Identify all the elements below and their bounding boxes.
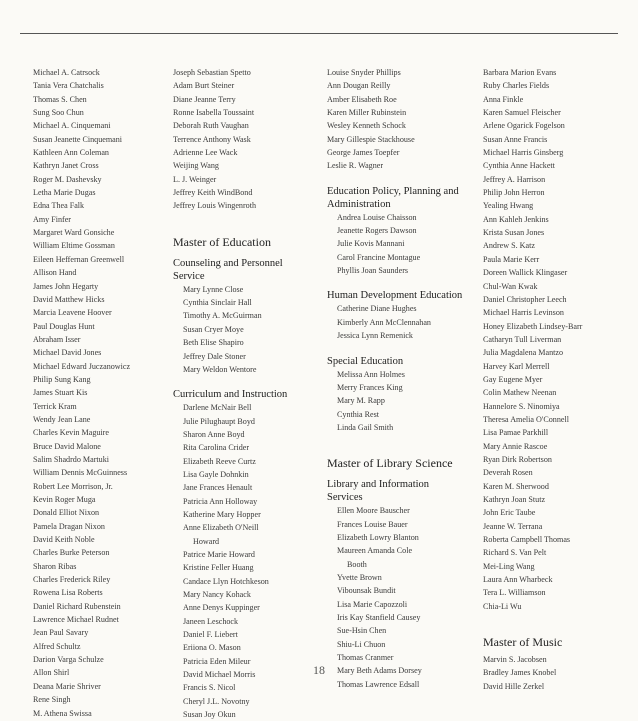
curriculum-heading: Curriculum and Instruction (173, 389, 288, 401)
list-item: Candace Llyn Hotchkeson (183, 576, 269, 586)
list-item: Leslie R. Wagner (327, 161, 384, 171)
list-item: Mary Lynne Close (183, 284, 244, 294)
list-item: Mary Nancy Kohack (183, 590, 251, 599)
list-item: Donald Elliot Nixon (33, 508, 100, 518)
list-item: Merry Frances King (337, 382, 403, 392)
list-item: Anne Elizabeth O'Neill (183, 523, 259, 533)
list-item: Catharyn Tull Liverman (483, 334, 562, 344)
list-item: Rita Carolina Crider (183, 443, 250, 453)
list-item: Pamela Dragan Nixon (33, 521, 105, 531)
list-item: Kathryn Joan Stutz (483, 495, 546, 504)
list-item: Deborah Ruth Vaughan (173, 121, 249, 131)
policy-list (327, 211, 467, 278)
list-item: David Matthew Hicks (33, 294, 105, 304)
list-item: Sharon Anne Boyd (183, 429, 245, 439)
column-4 (483, 66, 623, 693)
list-item: Terrence Anthony Wask (173, 134, 251, 144)
list-item: Roberta Campbell Thomas (483, 535, 571, 545)
list-item: Adam Burt Steiner (173, 81, 235, 91)
list-item: Alfred Schultz (33, 641, 81, 651)
list-item: Mary Beth Adams Dorsey (337, 666, 422, 676)
list-item: Howard (193, 536, 220, 546)
list-item: Yealing Hwang (483, 201, 534, 211)
list-item: Bruce David Malone (33, 441, 101, 451)
list-item: Laura Ann Wharbeck (483, 575, 553, 585)
list-item: John Eric Taube (483, 508, 536, 518)
list-item: Susan Joy Okun (183, 710, 236, 720)
list-item: James John Hegarty (33, 281, 99, 291)
list-item: Deverah Rosen (483, 468, 533, 478)
list-item: Cheryl J.L. Novotny (183, 696, 250, 706)
list-item: Michael A. Cinquemani (33, 121, 111, 131)
list-item: Jessica Lynn Remenick (337, 331, 413, 341)
list-item: Thomas Cranmer (337, 653, 394, 662)
list-item: Marcia Leavene Hoover (33, 308, 112, 318)
column-3 (327, 66, 467, 691)
list-item: Lawrence Michael Rudnet (33, 615, 119, 625)
list-item: Julia Magdalena Mantzo (483, 348, 564, 358)
master-of-music-heading: Master of Music (483, 635, 563, 650)
list-item: Rene Singh (33, 695, 71, 705)
list-item: Kevin Roger Muga (33, 495, 96, 504)
list-item: Jeffrey Louis Wingenroth (173, 201, 256, 211)
list-item: Michael A. Catrsock (33, 68, 100, 77)
list-item: Julie Pilughaupt Boyd (183, 416, 255, 426)
list-item: Amber Elisabeth Roe (327, 94, 397, 104)
list-item: Elizabeth Reeve Curtz (183, 456, 256, 466)
list-item: James Stuart Kis (33, 388, 88, 398)
list-item: Ellen Moore Bauscher (337, 506, 410, 516)
list-item: Cynthia Rest (337, 409, 380, 419)
list-item: Chul-Wan Kwak (483, 281, 538, 291)
list-item: Michael Harris Levinson (483, 308, 564, 318)
list-item: Maureen Amanda Cole (337, 546, 413, 556)
list-item: Kathleen Ann Coleman (33, 148, 109, 158)
list-item: William Dennis McGuinness (33, 468, 128, 478)
list-item: Cynthia Anne Hackett (483, 161, 555, 171)
list-item: Jeffrey Keith WindBond (173, 188, 253, 198)
list-item: Joseph Sebastian Spetto (173, 68, 251, 77)
list-item: Michael David Jones (33, 348, 102, 358)
list-item: M. Athena Swissa (33, 708, 92, 718)
list-item: Jeanne W. Terrana (483, 521, 543, 531)
list-item: Doreen Wallick Klingaser (483, 268, 568, 278)
list-item: Yvette Brown (337, 572, 382, 582)
list-item: Sung Soo Chun (33, 108, 84, 118)
list-item: Allon Shirl (33, 668, 70, 678)
list-item: David Keith Noble (33, 535, 95, 545)
list-item: Julie Kovis Mannani (337, 239, 405, 249)
list-item: Edna Thea Falk (33, 201, 85, 211)
list-item: Jean Paul Savary (33, 628, 89, 638)
list-item: Paul Douglas Hunt (33, 321, 95, 331)
list-item: Lisa Marie Capozzoli (337, 599, 408, 609)
list-item: Deana Marie Shriver (33, 681, 101, 691)
list-item: Kathryn Janet Cross (33, 161, 99, 171)
list-item: Jeffrey A. Harrison (483, 174, 546, 184)
list-item: Rowena Lisa Roberts (33, 588, 103, 598)
master-of-education-heading: Master of Education (173, 234, 271, 249)
list-item: Cynthia Sinclair Hall (183, 298, 252, 308)
name-list (327, 66, 467, 173)
list-item: Iris Kay Stanfield Causey (337, 612, 421, 622)
name-list (483, 66, 623, 613)
list-item: Charles Frederick Riley (33, 575, 111, 585)
list-item: Amy Finfer (33, 214, 71, 224)
list-item: Michael Edward Juczanowicz (33, 361, 131, 371)
list-item: Daniel Christopher Leech (483, 294, 567, 304)
list-item: Tera L. Williamson (483, 588, 546, 598)
list-item: Francis S. Nicol (183, 683, 236, 693)
list-item: Patricia Eden Mileur (183, 656, 251, 666)
human-development-heading: Human Development Education (327, 290, 463, 302)
counseling-list (173, 283, 313, 376)
list-item: Eileen Heffernan Greenwell (33, 254, 125, 264)
list-item: Robert Lee Morrison, Jr. (33, 481, 113, 491)
list-item: Diane Jeanne Terry (173, 94, 236, 104)
list-item: Ryan Dirk Robertson (483, 454, 552, 464)
list-item: Colin Mathew Neenan (483, 388, 557, 398)
list-item: Karen Samuel Fleischer (483, 108, 561, 118)
list-item: Kristine Feller Huang (183, 563, 254, 573)
list-item: Catherine Diane Hughes (337, 304, 417, 314)
special-education-list (327, 368, 467, 435)
list-item: L. J. Weinger (173, 174, 217, 184)
list-item: Eriiona O. Mason (183, 643, 241, 653)
list-item: Kimberly Ann McClennahan (337, 317, 431, 327)
list-item: Melissa Ann Holmes (337, 369, 405, 379)
list-item: Krista Susan Jones (483, 228, 545, 238)
list-item: Mary Gillespie Stackhouse (327, 134, 415, 144)
list-item: Ann Dougan Reilly (327, 81, 391, 91)
list-item: Adrienne Lee Wack (173, 148, 238, 158)
list-item: Bradley James Knobel (483, 668, 557, 678)
list-item: Timothy A. McGuirman (183, 311, 262, 321)
list-item: Harvey Karl Merrell (483, 361, 550, 371)
list-item: Arlene Ogarick Fogelson (483, 121, 565, 131)
list-item: Wesley Kenneth Schock (327, 121, 406, 131)
list-item: Honey Elizabeth Lindsey-Barr (483, 321, 583, 331)
list-item: Karen Miller Rubinstein (327, 108, 407, 118)
list-item: Salim Shadrdo Martuki (33, 454, 109, 464)
list-item: Allison Hand (33, 268, 77, 278)
list-item: Jeffrey Dale Stoner (183, 351, 246, 361)
list-item: Margaret Ward Gonsiche (33, 228, 115, 238)
list-item: Charles Kevin Maguire (33, 428, 109, 438)
list-item: Marvin S. Jacobsen (483, 655, 547, 665)
list-item: Philip John Herron (483, 188, 545, 198)
list-item: Jeanette Rogers Dawson (337, 226, 417, 236)
list-item: Daniel F. Liebert (183, 630, 238, 640)
list-item: Darlene McNair Bell (183, 403, 252, 413)
list-item: Phyllis Joan Saunders (337, 266, 409, 276)
list-item: Anne Denys Kuppinger (183, 603, 260, 613)
list-item: Elizabeth Lowry Blanton (337, 532, 419, 542)
list-item: Jane Frances Henault (183, 483, 253, 493)
list-item: William Eltime Gossman (33, 241, 115, 251)
list-item: Roger M. Dashevsky (33, 174, 102, 184)
list-item: Barbara Marion Evans (483, 68, 557, 77)
list-item: Sue-Hsin Chen (337, 626, 387, 636)
list-item: Karen M. Sherwood (483, 481, 549, 491)
list-item: Chia-Li Wu (483, 601, 522, 611)
list-item: Tania Vera Chatchalis (33, 81, 104, 91)
list-item: Beth Elise Shapiro (183, 338, 244, 348)
list-item: Shiu-Li Chuon (337, 639, 386, 649)
list-item: George James Toepfer (327, 148, 400, 158)
list-item: Ronne Isabella Toussaint (173, 108, 255, 118)
list-item: Thomas Lawrence Edsall (337, 679, 420, 689)
library-heading: Library and Information Services (327, 479, 430, 504)
list-item: Mary Weldon Wentore (183, 364, 257, 374)
list-item: Abraham Isser (33, 334, 81, 344)
master-of-library-science-heading: Master of Library Science (327, 456, 453, 471)
list-item: Janeen Leschock (183, 616, 239, 626)
list-item: Darion Varga Schulze (33, 655, 104, 665)
list-item: Katherine Mary Hopper (183, 509, 261, 519)
human-development-list (327, 302, 467, 342)
list-item: Andrea Louise Chaisson (337, 212, 417, 222)
counseling-heading: Counseling and Personnel Service (173, 257, 283, 282)
list-item: Wendy Jean Lane (33, 414, 91, 424)
list-item: Philip Sung Kang (33, 374, 91, 384)
policy-heading: Education Policy, Planning and Administration (327, 185, 459, 210)
column-2 (173, 66, 313, 721)
list-item: Sharon Ribas (33, 561, 77, 571)
list-item: Michael Harris Ginsberg (483, 148, 564, 158)
list-item: Carol Francine Montague (337, 252, 421, 262)
list-item: Thomas S. Chen (33, 94, 87, 104)
list-item: Hannelore S. Ninomiya (483, 401, 560, 411)
list-item: Lisa Gayle Dohnkin (183, 469, 249, 479)
list-item: Andrew S. Katz (483, 241, 535, 251)
list-item: Frances Louise Bauer (337, 519, 408, 529)
list-item: Terrick Kram (33, 401, 77, 411)
list-item: Mary M. Rapp (337, 396, 385, 406)
list-item: Theresa Amelia O'Connell (483, 414, 569, 424)
page-number: 18 (313, 663, 325, 677)
list-item: Ann Kahleh Jenkins (483, 214, 549, 224)
list-item: Lisa Pamae Parkhill (483, 428, 549, 438)
column-1 (33, 66, 173, 720)
list-item: Weijing Wang (173, 161, 219, 171)
list-item: Gay Eugene Myer (483, 374, 543, 384)
list-item: Mary Annie Rascoe (483, 441, 548, 451)
list-item: David Hille Zerkel (483, 681, 545, 691)
top-rule (20, 33, 618, 34)
list-item: Susan Cryer Moye (183, 324, 244, 334)
list-item: Charles Burke Peterson (33, 548, 110, 558)
list-item: Linda Gail Smith (337, 422, 394, 432)
list-item: Letha Marie Dugas (33, 188, 96, 198)
list-item: Mei-Ling Wang (483, 561, 535, 571)
list-item: Patrice Marie Howard (183, 549, 255, 559)
list-item: Susan Jeanette Cinquemani (33, 134, 123, 144)
list-item: Ruby Charles Fields (483, 81, 550, 91)
list-item: David Michael Morris (183, 670, 256, 680)
list-item: Vibounsak Bundit (337, 586, 396, 596)
special-education-heading: Special Education (327, 355, 404, 367)
list-item: Louise Snyder Phillips (327, 68, 401, 77)
list-item: Paula Marie Kerr (483, 254, 540, 264)
list-item: Booth (347, 559, 367, 569)
list-item: Daniel Richard Rubenstein (33, 601, 121, 611)
list-item: Patricia Ann Holloway (183, 496, 258, 506)
list-item: Anna Finkle (483, 94, 524, 104)
name-list (173, 66, 313, 213)
list-item: Richard S. Van Pelt (483, 548, 547, 558)
list-item: Susan Anne Francis (483, 134, 548, 144)
